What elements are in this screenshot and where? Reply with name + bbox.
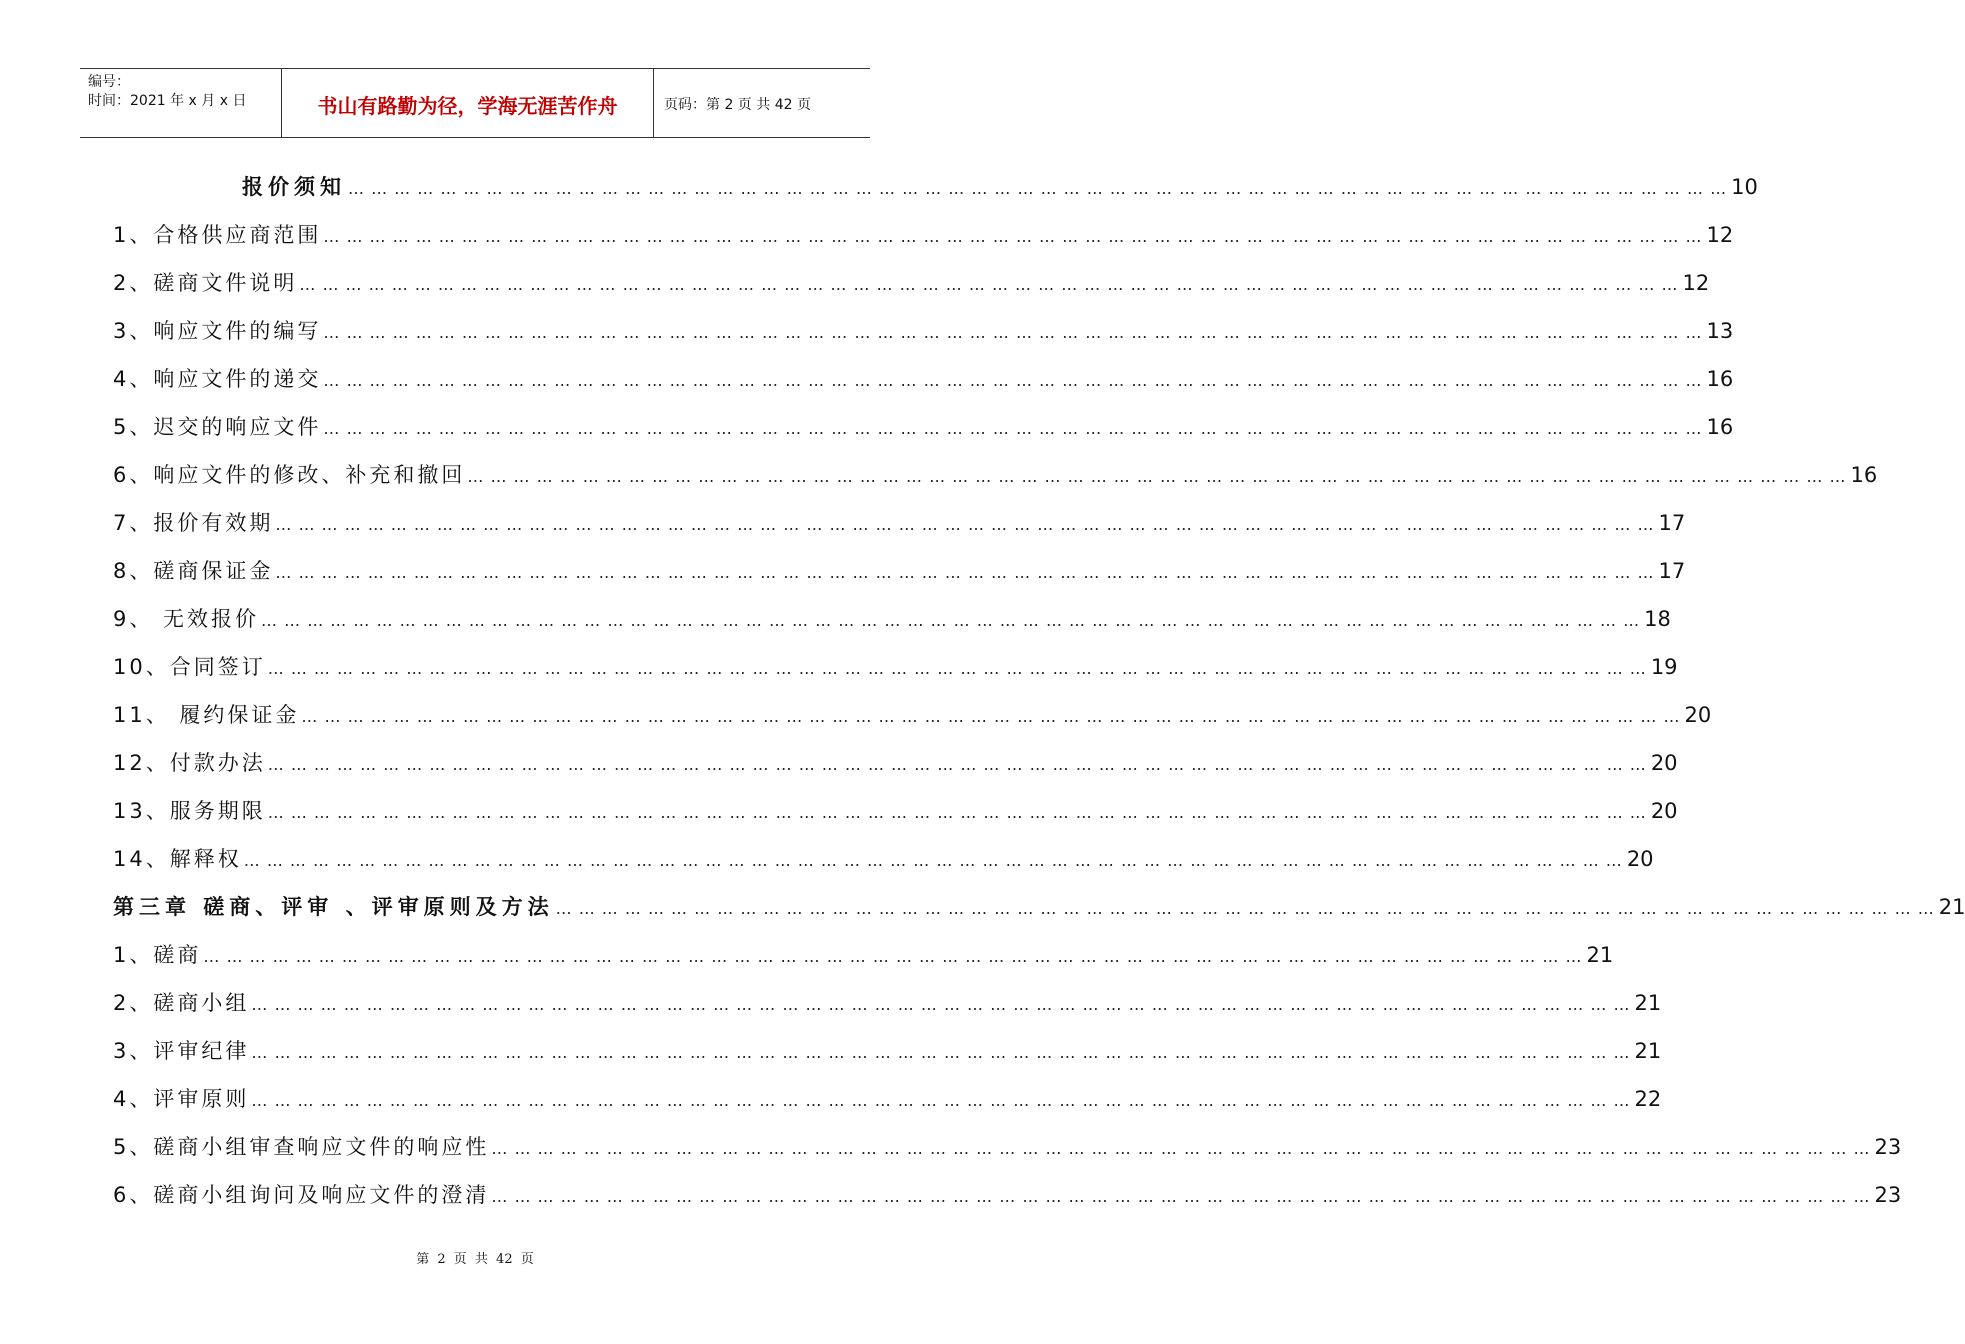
toc-leader-dots: … … … … … … … … … … … … … … … … … … … … … … … … … … … … … … … … … … … … … … … … … … … … … … … … … … … … … … … … … … … … (491, 1187, 1871, 1206)
toc-entry-page: 16 (1706, 415, 1734, 439)
toc-leader-dots: … … … … … … … … … … … … … … … … … … … … … … … … … … … … … … … … … … … … … … … … … … … … … … … … … … … … … … … … … … … … (467, 467, 1847, 486)
toc-entry-label: 3、响应文件的编写 (113, 319, 322, 343)
toc-entry-label: 10、合同签订 (113, 655, 266, 679)
toc-entry-label: 13、服务期限 (113, 799, 266, 823)
toc-leader-dots: … … … … … … … … … … … … … … … … … … … … … … … … … … … … … … … … … … … … … … … … … … … … … … … … … … … … … … … … … … … … (267, 755, 1647, 774)
toc-leader-dots: … … … … … … … … … … … … … … … … … … … … … … … … … … … … … … … … … … … … … … … … … … … … … … … … … … … … … … … … … … … … (555, 899, 1935, 918)
toc-entry-label: 14、解释权 (113, 847, 242, 871)
toc-entry (113, 844, 1654, 874)
toc-entry-label: 4、响应文件的递交 (113, 367, 322, 391)
toc-entry (113, 1132, 1902, 1162)
toc-entry-label: 6、响应文件的修改、补充和撤回 (113, 463, 466, 487)
toc-entry (113, 604, 1671, 634)
toc-entry-page: 18 (1644, 607, 1671, 631)
toc-leader-dots: … … … … … … … … … … … … … … … … … … … … … … … … … … … … … … … … … … … … … … … … … … … … … … … … … … … … … … … … … … … … (323, 371, 1703, 390)
toc-entry (113, 268, 1710, 298)
toc-leader-dots: … … … … … … … … … … … … … … … … … … … … … … … … … … … … … … … … … … … … … … … … … … … … … … … … … … … … … … … … … … … … (323, 227, 1703, 246)
toc-entry-label: 2、磋商文件说明 (113, 271, 298, 295)
toc-entry (113, 652, 1678, 682)
toc-entry-page: 23 (1874, 1135, 1902, 1159)
toc-entry (113, 316, 1734, 346)
header-motto: 书山有路勤为径，学海无涯苦作舟 (282, 69, 654, 137)
toc-leader-dots: … … … … … … … … … … … … … … … … … … … … … … … … … … … … … … … … … … … … … … … … … … … … … … … … … … … … … … … … … … … … (243, 851, 1623, 870)
toc-entry (113, 796, 1678, 826)
toc-entry-page: 19 (1650, 655, 1678, 679)
page-footer: 第 2 页 共 42 页 (416, 1252, 534, 1267)
toc-leader-dots: … … … … … … … … … … … … … … … … … … … … … … … … … … … … … … … … … … … … … … … … … … … … … … … … … … … … … … … … … … … … (301, 707, 1681, 726)
toc-leader-dots: … … … … … … … … … … … … … … … … … … … … … … … … … … … … … … … … … … … … … … … … … … … … … … … … … … … … … … … … … … … … (251, 1091, 1631, 1110)
toc-entry-page: 13 (1706, 319, 1734, 343)
toc-entry-label: 5、磋商小组审查响应文件的响应性 (113, 1135, 490, 1159)
toc-entry (113, 940, 1614, 970)
toc-entry-page: 12 (1706, 223, 1734, 247)
toc-leader-dots: … … … … … … … … … … … … … … … … … … … … … … … … … … … … … … … … … … … … … … … … … … … … … … … … … … … … … … … … … … … … (267, 659, 1647, 678)
toc-leader-dots: … … … … … … … … … … … … … … … … … … … … … … … … … … … … … … … … … … … … … … … … … … … … … … … … … … … … … … … … … … … … (251, 1043, 1631, 1062)
toc-entry-label: 7、报价有效期 (113, 511, 274, 535)
toc-entry-label: 6、磋商小组询问及响应文件的澄清 (113, 1183, 490, 1207)
toc-entry-label: 报价须知 (242, 175, 346, 199)
toc-leader-dots: … … … … … … … … … … … … … … … … … … … … … … … … … … … … … … … … … … … … … … … … … … … … … … … … … … … … … … … … … … … … (275, 563, 1655, 582)
toc-leader-dots: … … … … … … … … … … … … … … … … … … … … … … … … … … … … … … … … … … … … … … … … … … … … … … … … … … … … … … … … … … … … (348, 179, 1728, 198)
toc-entry-page: 22 (1634, 1087, 1662, 1111)
toc-leader-dots: … … … … … … … … … … … … … … … … … … … … … … … … … … … … … … … … … … … … … … … … … … … … … … … … … … … … … … … … … … … … (323, 323, 1703, 342)
toc-leader-dots: … … … … … … … … … … … … … … … … … … … … … … … … … … … … … … … … … … … … … … … … … … … … … … … … … … … … … … … … … … … … (203, 947, 1583, 966)
toc-entry-label: 第三章 磋商、评审 、评审原则及方法 (113, 895, 554, 919)
toc-entry-label: 1、合格供应商范围 (113, 223, 322, 247)
toc-entry (113, 220, 1734, 250)
toc-entry-label: 5、迟交的响应文件 (113, 415, 322, 439)
toc-entry-label: 11、 履约保证金 (113, 703, 300, 727)
toc-entry-page: 10 (1731, 175, 1758, 199)
toc-entry-page: 20 (1626, 847, 1654, 871)
toc-leader-dots: … … … … … … … … … … … … … … … … … … … … … … … … … … … … … … … … … … … … … … … … … … … … … … … … … … … … … … … … … … … … (491, 1139, 1871, 1158)
header-number: 编号： (88, 74, 130, 90)
toc-entry-label: 9、 无效报价 (113, 607, 260, 631)
toc-leader-dots: … … … … … … … … … … … … … … … … … … … … … … … … … … … … … … … … … … … … … … … … … … … … … … … … … … … … … … … … … … … … (323, 419, 1703, 438)
toc-entry-label: 3、评审纪律 (113, 1039, 250, 1063)
toc-entry-page: 16 (1850, 463, 1878, 487)
toc-entry-page: 16 (1706, 367, 1734, 391)
header-page-info: 页码：第 2 页 共 42 页 (664, 97, 811, 113)
toc-entry-page: 21 (1634, 1039, 1662, 1063)
toc-entry (113, 508, 1686, 538)
toc-entry-label: 4、评审原则 (113, 1087, 250, 1111)
toc-entry-page: 12 (1682, 271, 1710, 295)
toc-entry-page: 21 (1634, 991, 1662, 1015)
header-meta (80, 69, 282, 137)
toc-entry-label: 2、磋商小组 (113, 991, 250, 1015)
toc-entry-page: 17 (1658, 559, 1686, 583)
toc-entry-page: 20 (1650, 799, 1678, 823)
toc-entry (113, 748, 1678, 778)
toc-entry (113, 988, 1662, 1018)
toc-leader-dots: … … … … … … … … … … … … … … … … … … … … … … … … … … … … … … … … … … … … … … … … … … … … … … … … … … … … … … … … … … … … (251, 995, 1631, 1014)
toc-leader-dots: … … … … … … … … … … … … … … … … … … … … … … … … … … … … … … … … … … … … … … … … … … … … … … … … … … … … … … … … … … … … (261, 611, 1641, 630)
toc-entry (113, 892, 1965, 922)
toc-entry (113, 1180, 1902, 1210)
toc-entry (113, 1084, 1662, 1114)
toc-entry-page: 21 (1586, 943, 1614, 967)
toc-entry-page: 17 (1658, 511, 1686, 535)
toc-entry (113, 1036, 1662, 1066)
toc-entry-page: 20 (1650, 751, 1678, 775)
toc-entry-page: 21 (1938, 895, 1965, 919)
toc-entry (113, 700, 1712, 730)
toc-entry-label: 8、磋商保证金 (113, 559, 274, 583)
toc-leader-dots: … … … … … … … … … … … … … … … … … … … … … … … … … … … … … … … … … … … … … … … … … … … … … … … … … … … … … … … … … … … … (299, 275, 1679, 294)
toc-entry (113, 364, 1734, 394)
toc-entry-label: 1、磋商 (113, 943, 202, 967)
toc-entry (242, 172, 1758, 202)
toc-entry-label: 12、付款办法 (113, 751, 266, 775)
header-time: 时间：2021 年 x 月 x 日 (88, 93, 247, 109)
toc-leader-dots: … … … … … … … … … … … … … … … … … … … … … … … … … … … … … … … … … … … … … … … … … … … … … … … … … … … … … … … … … … … … (275, 515, 1655, 534)
toc-entry (113, 412, 1734, 442)
toc-entry-page: 23 (1874, 1183, 1902, 1207)
page-header (80, 68, 870, 138)
toc-entry-page: 20 (1684, 703, 1712, 727)
toc-entry (113, 556, 1686, 586)
toc-entry (113, 460, 1878, 490)
toc-leader-dots: … … … … … … … … … … … … … … … … … … … … … … … … … … … … … … … … … … … … … … … … … … … … … … … … … … … … … … … … … … … … (267, 803, 1647, 822)
